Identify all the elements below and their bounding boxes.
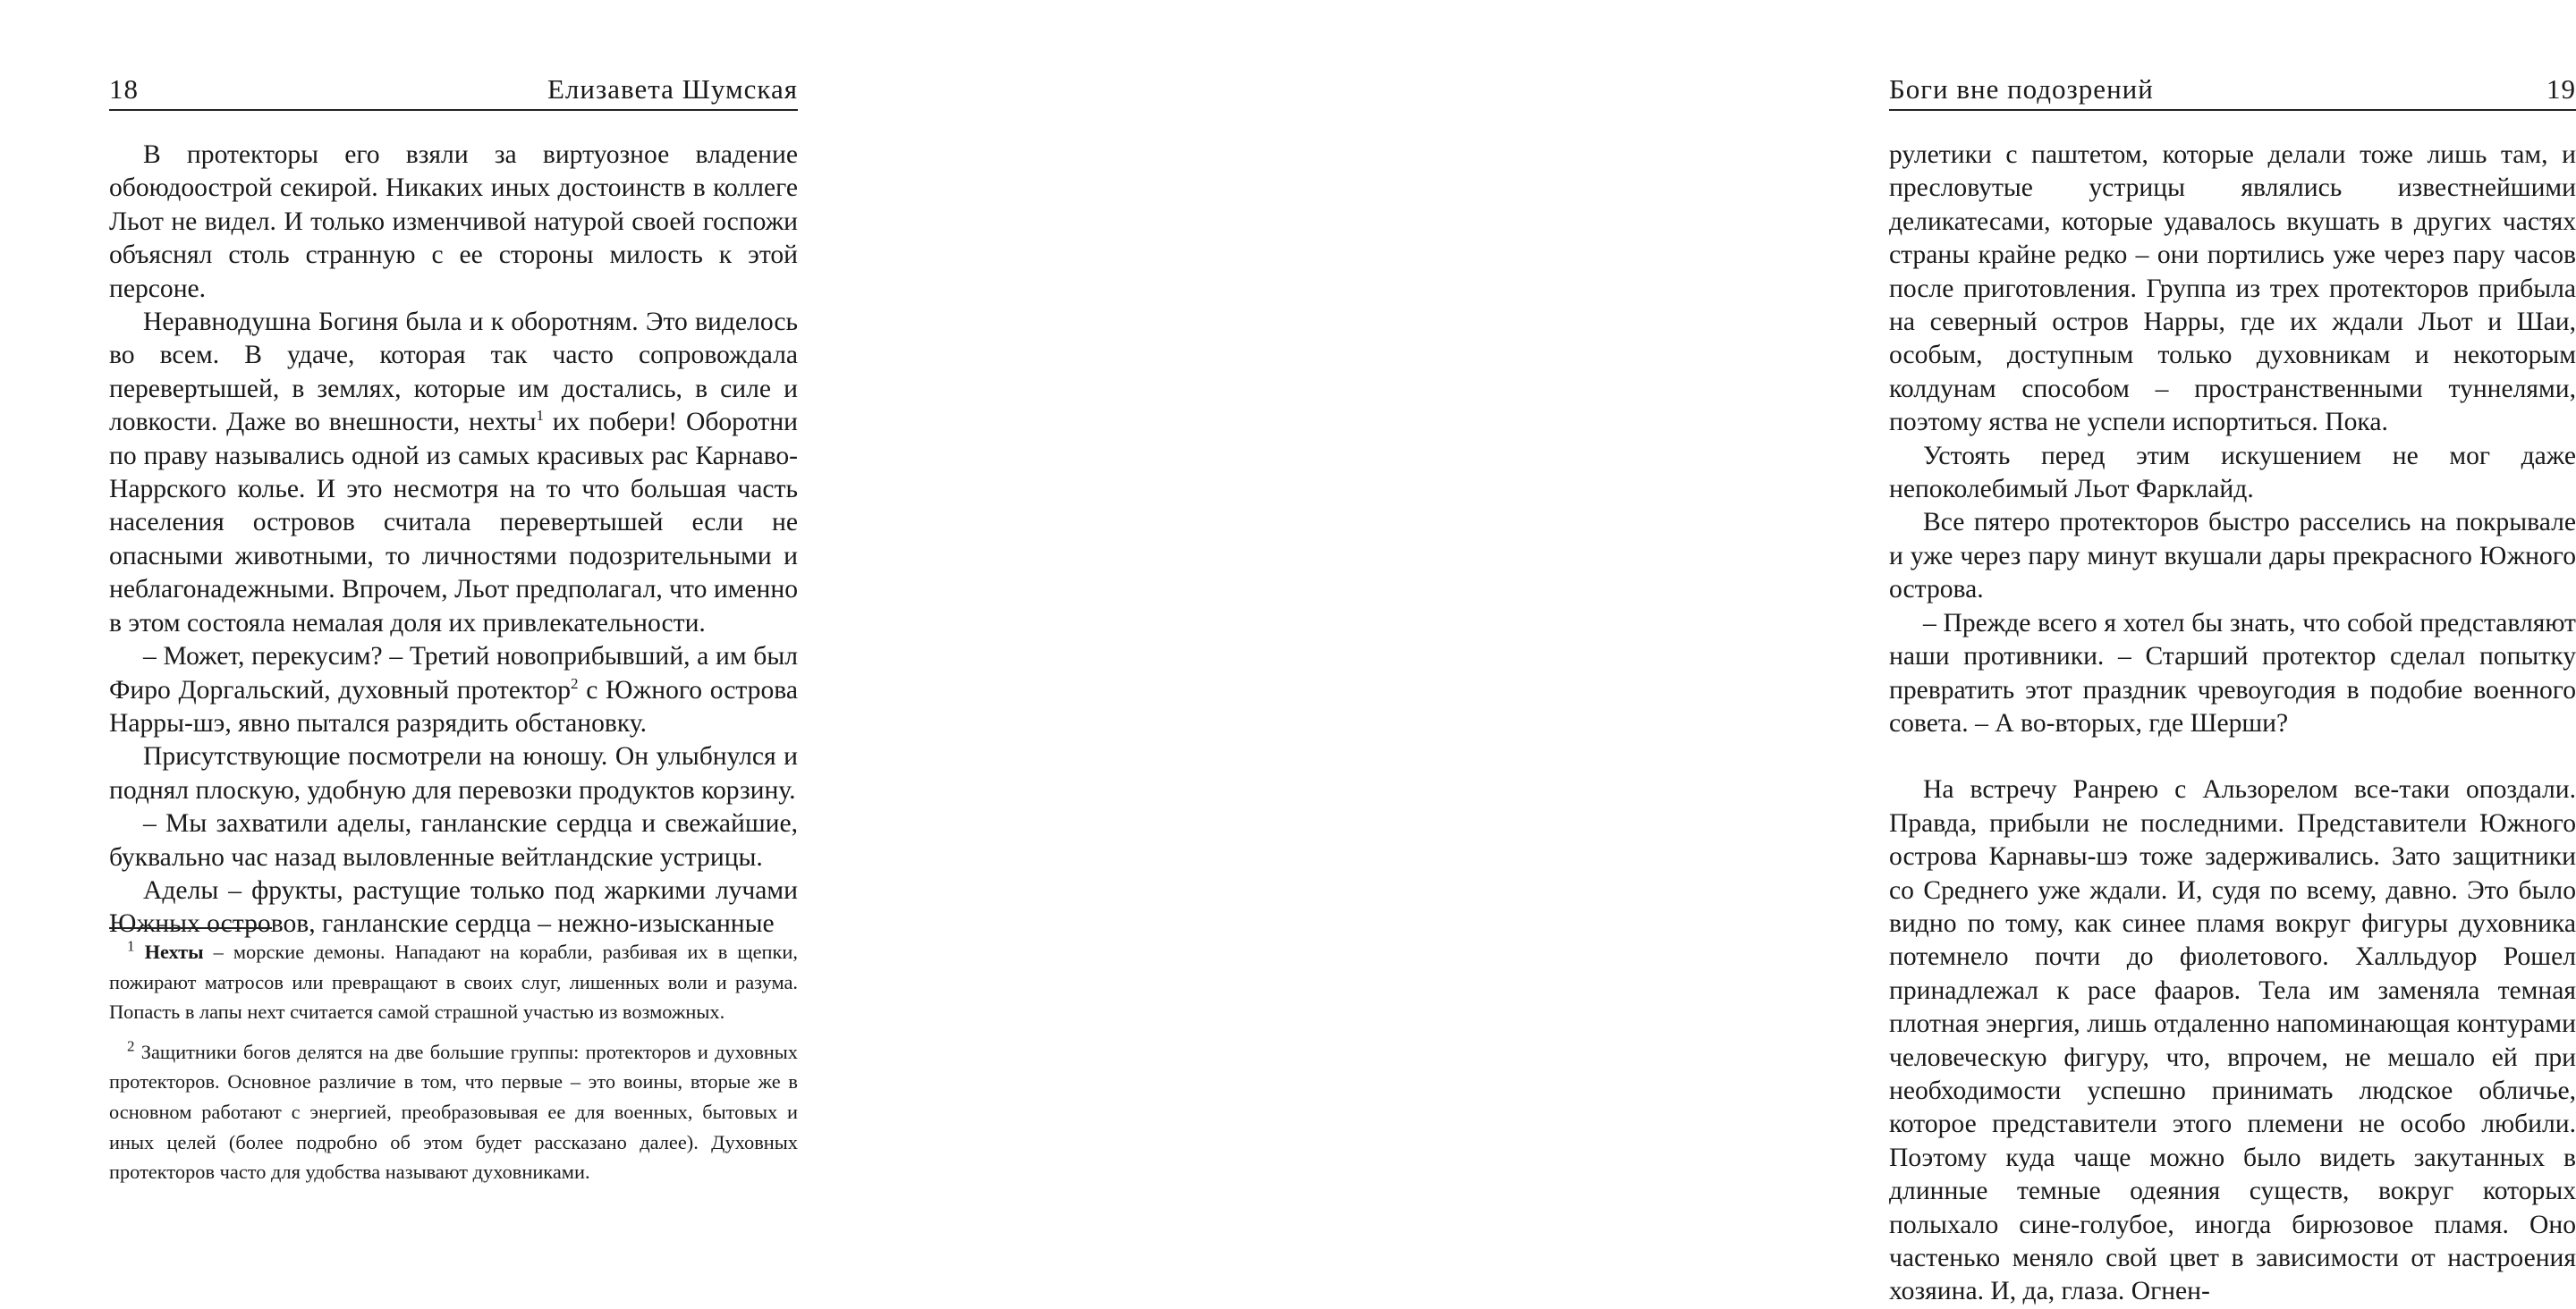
right-running-title: Боги вне подозрений — [1889, 73, 2154, 105]
footnote-mark: 1 — [127, 937, 135, 955]
left-page — [0, 0, 894, 1309]
footnote-reference: 2 — [571, 674, 579, 692]
left-page-header — [109, 70, 798, 111]
right-page-number: 19 — [2546, 73, 2576, 105]
paragraph: Неравнодушна Богиня была и к оборотням. Это виделось во всем. В удаче, которая так часто сопровождала перевертышей, в землях, которые им достались, в силе и ловкости. Даже во внешности, нехты$^1$ их побери! Оборотни по праву назывались одной из самых красивых рас Карнаво-Наррского колье. И это несмотря на то что большая часть населения островов считала перевертышей если не опасными животными, то личностями подозрительными и неблагонадежными. Впрочем, Льот предполагал, что именно в этом состояла немалая доля их привлекательности. — [109, 308, 798, 638]
paragraph: На встречу Ранрею с Альзорелом все-таки опоздали. Правда, прибыли не последними. Представители Южного острова Карнавы-шэ тоже задерживались. Зато защитники со Среднего уже ждали. И, судя по всему, давно. Это было видно по тому, как синее пламя вокруг фигуры духовника потемнело почти до фиолетового. Халльдуор Рошел принадлежал к расе фааров. Тела им заменяла темная плотная энергия, лишь отдаленно напоминающая контурами человеческую фигуру, что, впрочем, не мешало ей при необходимости успешно принимать людское обличье, которое представители этого племени не особо любили. Поэтому куда чаще можно было видеть закутанных в длинные темные одеяния существ, вокруг которых полыхало сине-голубое, иногда бирюзовое пламя. Оно частенько меняло свой цвет в зависимости от настроения хозяина. И, да, глаза. Огнен- — [1889, 775, 2576, 1306]
footnote-2 — [109, 1037, 798, 1187]
right-page-body — [1889, 139, 2576, 1309]
footnote-1 — [109, 937, 798, 1027]
paragraph: – Мы захватили аделы, ганланские сердца и свежайшие, буквально час назад выловленные вейтландские устрицы. — [109, 809, 798, 872]
left-page-body — [109, 139, 798, 942]
paragraph: Устоять перед этим искушением не мог даже непоколебимый Льот Фарклайд. — [1889, 441, 2576, 504]
footnote-text: Защитники богов делятся на две большие группы: протекторов и духовных протекторов. Основное различие в том, что первые – это воины, вторые же в основном работают с энергией, преобразовывая ее для военных, бытовых и иных целей (более подробно об этом будет рассказано далее). Духовных протекторов часто для удобства называют духовниками. — [109, 1040, 798, 1184]
right-page — [894, 0, 2576, 1309]
footnotes — [109, 937, 798, 1187]
paragraph: – Прежде всего я хотел бы знать, что собой представляют наши противники. – Старший протектор сделал попытку превратить этот праздник чревоугодия в подобие военного совета. – А во-вторых, где Шерши? — [1889, 608, 2576, 738]
paragraph: В протекторы его взяли за виртуозное владение обоюдоострой секирой. Никаких иных достоинств в коллеге Льот не видел. И только изменчивой натурой своей госпожи объяснял столь странную с ее стороны милость к этой персоне. — [109, 140, 798, 303]
left-page-number: 18 — [109, 73, 139, 105]
paragraph: Присутствующие посмотрели на юношу. Он улыбнулся и поднял плоскую, удобную для перевозки продуктов корзину. — [109, 742, 798, 805]
left-running-title: Елизавета Шумская — [547, 73, 798, 105]
paragraph: – Может, перекусим? – Третий новоприбывший, а им был Фиро Доргальский, духовный протектор$^2$ с Южного острова Нарры-шэ, явно пытался разрядить обстановку. — [109, 642, 798, 738]
footnote-divider — [109, 927, 272, 929]
paragraph: Аделы – фрукты, растущие только под жаркими лучами Южных островов, ганланские сердца – нежно-изысканные — [109, 875, 798, 939]
footnote-reference: 1 — [536, 407, 544, 425]
footnote-mark: 2 — [127, 1037, 135, 1055]
footnote-text: – морские демоны. Нападают на корабли, разбивая их в щепки, пожирают матросов или превращают в своих слуг, лишенных воли и разума. Попасть в лапы нехт считается самой страшной участью из возможных. — [109, 941, 798, 1024]
footnote-term: Нехты — [144, 941, 204, 963]
right-page-header — [1889, 70, 2576, 111]
paragraph: Все пятеро протекторов быстро расселись на покрывале и уже через пару минут вкушали дары прекрасного Южного острова. — [1889, 508, 2576, 604]
paragraph: рулетики с паштетом, которые делали тоже лишь там, и пресловутые устрицы являлись известнейшими деликатесами, которые удавалось вкушать в других частях страны крайне редко – они портились уже через пару часов после приготовления. Группа из трех протекторов прибыла на северный остров Нарры, где их ждали Льот и Шаи, особым, доступным только духовникам и некоторым колдунам способом – пространственными туннелями, поэтому яства не успели испортиться. Пока. — [1889, 140, 2576, 437]
